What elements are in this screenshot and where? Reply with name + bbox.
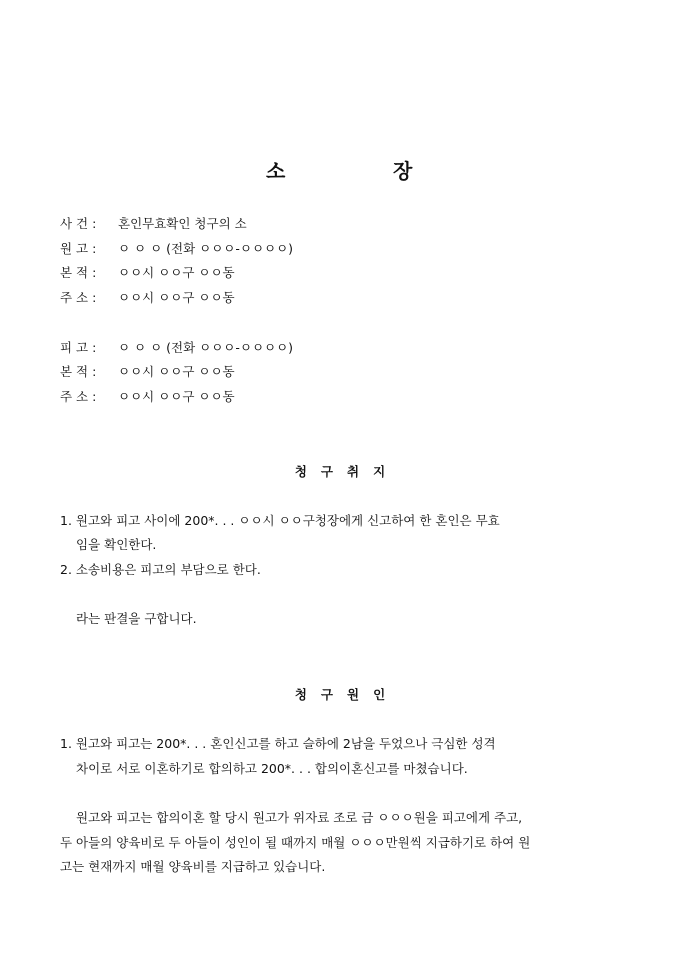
- claim-cause-para-line1: 원고와 피고는 합의이혼 할 당시 원고가 위자료 조로 금 ㅇㅇㅇ원을 피고에게 주고,: [76, 810, 523, 825]
- plaintiff-address-line: [60, 290, 235, 306]
- plaintiff-domicile-value: ㅇㅇ시 ㅇㅇ구 ㅇㅇ동: [118, 265, 235, 280]
- claim-cause-para-line3: 고는 현재까지 매월 양육비를 지급하고 있습니다.: [60, 859, 326, 874]
- title-char-2: 장: [393, 159, 413, 183]
- plaintiff-name-value: ㅇ ㅇ ㅇ (전화 ㅇㅇㅇ-ㅇㅇㅇㅇ): [118, 241, 294, 256]
- defendant-domicile-line: [60, 364, 235, 380]
- plaintiff-domicile-label: 본 적 :: [60, 265, 97, 280]
- title-char-1: 소: [266, 159, 286, 183]
- plaintiff-address-value: ㅇㅇ시 ㅇㅇ구 ㅇㅇ동: [118, 290, 235, 305]
- claim-cause-item1-line1: 1. 원고와 피고는 200*. . . 혼인신고를 하고 슬하에 2남을 두었으나 극심한 성격: [60, 736, 496, 751]
- claim-purpose-heading: 청구취지: [294, 464, 400, 479]
- plaintiff-domicile-line: [60, 265, 235, 281]
- claim-purpose-closing: 라는 판결을 구합니다.: [76, 611, 197, 626]
- defendant-domicile-label: 본 적 :: [60, 364, 97, 379]
- plaintiff-address-label: 주 소 :: [60, 290, 97, 305]
- claim-purpose-item2: 2. 소송비용은 피고의 부담으로 한다.: [60, 562, 261, 577]
- claim-purpose-item1-line2: 임을 확인한다.: [76, 537, 157, 552]
- claim-cause-para-line2: 두 아들의 양육비로 두 아들이 성인이 될 때까지 매월 ㅇㅇㅇ만원씩 지급하기로 하여 원: [60, 835, 531, 850]
- case-line: [60, 216, 247, 232]
- document-title: [0, 155, 680, 185]
- claim-purpose-item1-line1: 1. 원고와 피고 사이에 200*. . . ㅇㅇ시 ㅇㅇ구청장에게 신고하여 한 혼인은 무효: [60, 513, 500, 528]
- claim-cause-item1-line2: 차이로 서로 이혼하기로 합의하고 200*. . . 합의이혼신고를 마쳤습니다.: [76, 761, 468, 776]
- defendant-name-value: ㅇ ㅇ ㅇ (전화 ㅇㅇㅇ-ㅇㅇㅇㅇ): [118, 340, 294, 355]
- plaintiff-name-line: [60, 241, 293, 257]
- plaintiff-name-label: 원 고 :: [60, 241, 97, 256]
- defendant-address-value: ㅇㅇ시 ㅇㅇ구 ㅇㅇ동: [118, 389, 235, 404]
- claim-cause-heading: 청구원인: [294, 687, 400, 702]
- case-label: 사 건 :: [60, 216, 97, 231]
- defendant-address-label: 주 소 :: [60, 389, 97, 404]
- defendant-name-line: [60, 340, 293, 356]
- defendant-address-line: [60, 389, 235, 405]
- case-value: 혼인무효확인 청구의 소: [118, 216, 247, 231]
- defendant-name-label: 피 고 :: [60, 340, 97, 355]
- defendant-domicile-value: ㅇㅇ시 ㅇㅇ구 ㅇㅇ동: [118, 364, 235, 379]
